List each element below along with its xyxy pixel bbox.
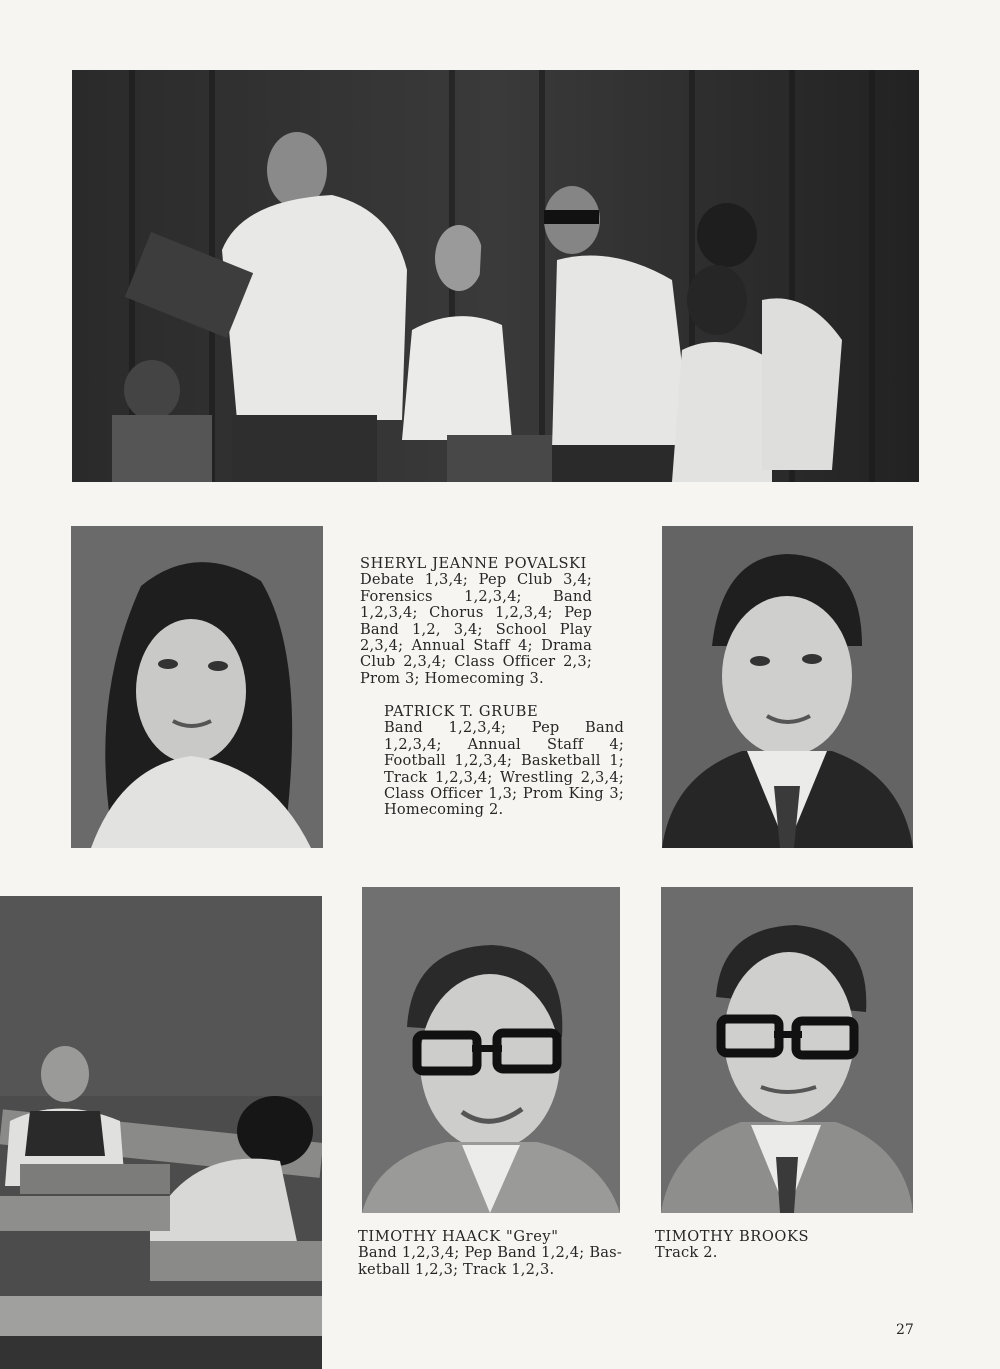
brooks-portrait-photo [661, 887, 913, 1213]
classroom-photo [0, 896, 322, 1369]
grube-portrait-photo [662, 526, 913, 848]
page-number: 27 [896, 1322, 914, 1338]
bio-name: TIMOTHY HAACK "Grey" [358, 1228, 559, 1245]
bio-activities: Track 2. [655, 1244, 718, 1262]
haack-portrait-photo [362, 887, 620, 1213]
bio-name: PATRICK T. GRUBE [384, 703, 539, 720]
stage-group-photo [72, 70, 919, 482]
brooks-bio [655, 1229, 895, 1262]
bio-activities: Band 1,2,3,4; Pep Band 1,2,4; Bas-ketball 1,2,3; Track 1,2,3. [358, 1244, 622, 1278]
bio-name: SHERYL JEANNE POVALSKI [360, 555, 587, 572]
bio-activities: Band 1,2,3,4; Pep Band 1,2,3,4; Annual Staff 4; Football 1,2,3,4; Basketball 1; Track 1,2,3,4; Wrestling 2,3,4; Class Officer 1,3; Prom King 3; Homecoming 2. [384, 719, 624, 819]
haack-bio [358, 1229, 622, 1278]
povalski-portrait-photo [71, 526, 323, 848]
bio-activities: Debate 1,3,4; Pep Club 3,4; Forensics 1,2,3,4; Band 1,2,3,4; Chorus 1,2,3,4; Pep Band 1,2, 3,4; School Play 2,3,4; Annual Staff 4; Drama Club 2,3,4; Class Officer 2,3; Prom 3; Homecoming 3. [360, 571, 592, 687]
bio-name: TIMOTHY BROOKS [655, 1228, 810, 1245]
grube-bio [384, 704, 624, 819]
povalski-bio [360, 556, 592, 687]
